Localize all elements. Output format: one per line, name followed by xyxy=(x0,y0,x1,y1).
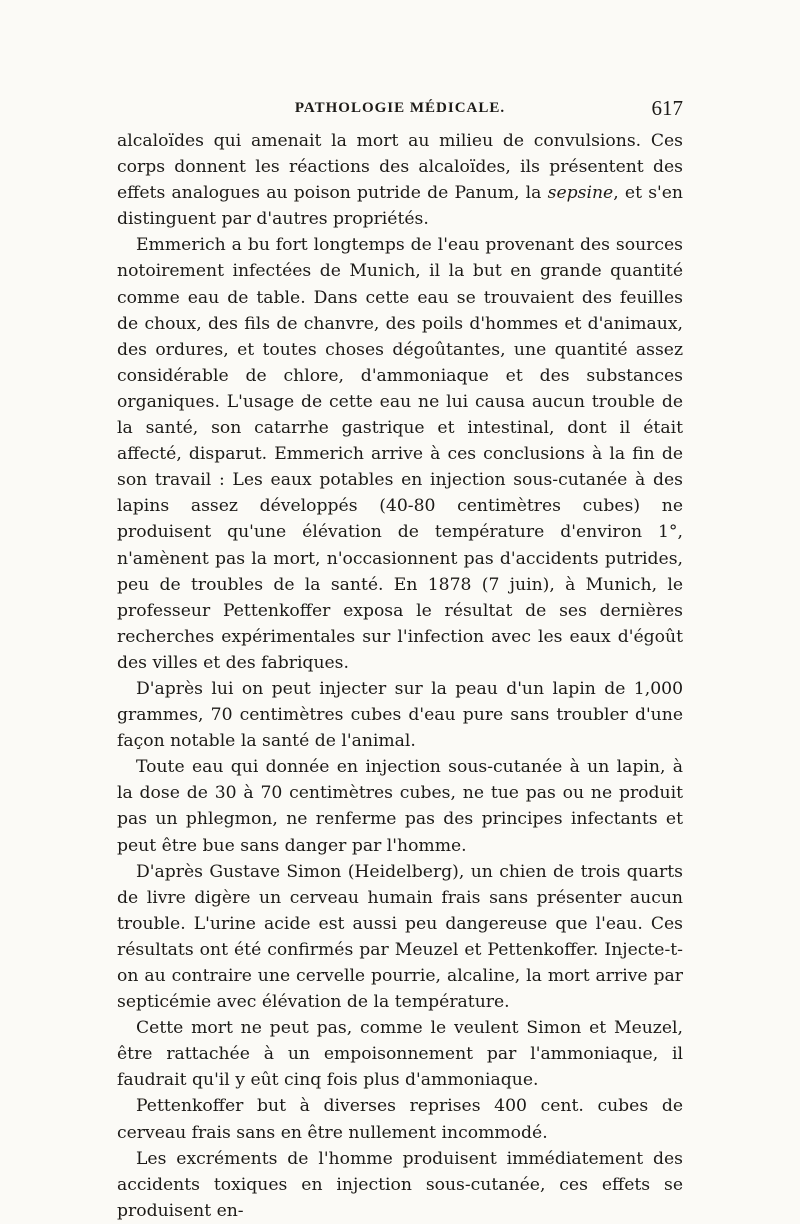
body-text xyxy=(117,128,683,1224)
paragraph: Les excréments de l'homme produisent immédiatement des accidents toxiques en injection sous-cutanée, ces effets se produisent en- xyxy=(117,1148,683,1221)
page-number: 617 xyxy=(651,96,683,120)
paragraph xyxy=(117,128,683,232)
running-title: PATHOLOGIE MÉDICALE. xyxy=(294,100,506,116)
paragraph: Emmerich a bu fort longtemps de l'eau provenant des sources notoirement infectées de Munich, il la but en grande quantité comme eau de table. Dans cette eau se trouvaient des feuilles de choux, des fils de chanvre, des poils d'hommes et d'animaux, des ordures, et toutes choses dégoûtantes, une quantité assez considérable de chlore, d'ammoniaque et des substances organiques. L'usage de cette eau ne lui causa aucun trouble de la santé, son catarrhe gastrique et intestinal, dont il était affecté, disparut. Emmerich arrive à ces conclusions à la fin de son travail : Les eaux potables en injection sous-cutanée à des lapins assez développés (40-80 centimètres cubes) ne produisent qu'une élévation de température d'environ 1°, n'amènent pas la mort, n'occasionnent pas d'accidents putrides, peu de troubles de la santé. En 1878 (7 juin), à Munich, le professeur Pettenkoffer exposa le résultat de ses dernières recherches expérimentales sur l'infection avec les eaux d'égoût des villes et des fabriques. xyxy=(117,235,683,673)
italic-term: sepsine xyxy=(547,183,614,204)
paragraph: D'après Gustave Simon (Heidelberg), un chien de trois quarts de livre digère un cerveau humain frais sans présenter aucun trouble. L'urine acide est aussi peu dangereuse que l'eau. Ces résultats ont été confirmés par Meuzel et Pettenkoffer. Injecte-t-on au contraire une cervelle pourrie, alcaline, la mort arrive par septicémie avec élévation de la température. xyxy=(117,861,683,1013)
paragraph: D'après lui on peut injecter sur la peau d'un lapin de 1,000 grammes, 70 centimètres cubes d'eau pure sans troubler d'une façon notable la santé de l'animal. xyxy=(117,678,683,752)
paragraph-text: , et s'en distinguent par d'autres propriétés. xyxy=(117,183,683,230)
page-header xyxy=(117,96,683,126)
paragraph: Toute eau qui donnée en injection sous-cutanée à un lapin, à la dose de 30 à 70 centimètres cubes, ne tue pas ou ne produit pas un phlegmon, ne renferme pas des principes infectants et peut être bue sans danger par l'homme. xyxy=(117,757,683,856)
paragraph-text: alcaloïdes qui amenait la mort au milieu de convulsions. Ces corps donnent les réactions des alcaloïdes, ils présentent des effets analogues au poison putride de Panum, la xyxy=(117,131,683,204)
paragraph: Pettenkoffer but à diverses reprises 400 cent. cubes de cerveau frais sans en être nullement incommodé. xyxy=(117,1096,683,1143)
paragraph: Cette mort ne peut pas, comme le veulent Simon et Meuzel, être rattachée à un empoisonnement par l'ammoniaque, il faudrait qu'il y eût cinq fois plus d'ammoniaque. xyxy=(117,1018,683,1091)
